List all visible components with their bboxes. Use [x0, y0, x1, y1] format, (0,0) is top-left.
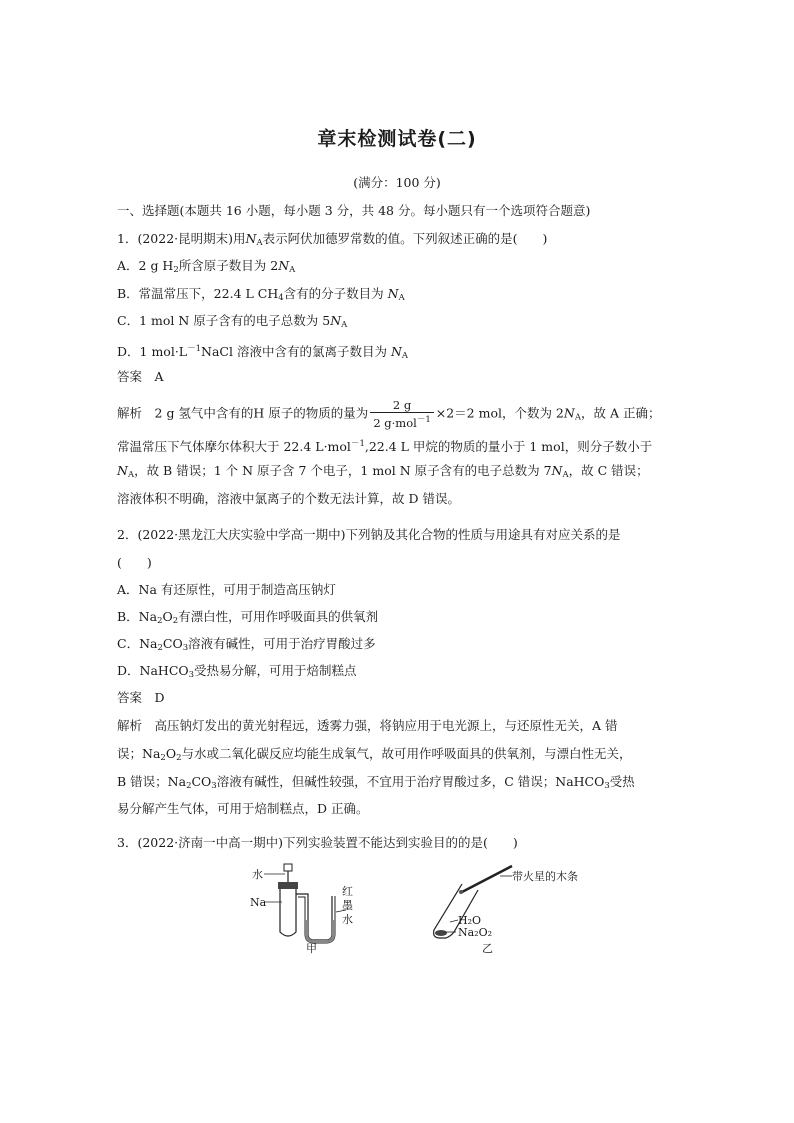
label-red-ink-3: 水 — [342, 913, 353, 926]
label-na2o2: Na₂O₂ — [458, 926, 493, 939]
label-na: Na — [250, 896, 267, 909]
q2-option-d: D．NaHCO$_3$受热易分解，可用于焙制糕点 — [117, 663, 357, 680]
page-title: 章末检测试卷(二) — [317, 128, 477, 150]
q1-analysis-line4: 溶液体积不明确，溶液中氯离子的个数无法计算，故 D 错误。 — [117, 491, 460, 506]
apparatus-jia — [264, 864, 346, 943]
label-red-ink-1: 红 — [342, 885, 353, 898]
label-splint: 带火星的木条 — [512, 870, 578, 883]
q1-option-a: A．2 g $H_2$所含原子数目为 $2N_A$ — [117, 258, 296, 275]
q1-answer: 答案 A — [117, 369, 164, 384]
label-water: 水 — [252, 868, 263, 881]
q2-answer: 答案 D — [117, 690, 165, 705]
q1-option-c: C．1 mol N 原子含有的电子总数为 $5N_A$ — [117, 313, 348, 330]
q3-stem: 3．(2022·济南一中高一期中)下列实验装置不能达到实验目的的是( ) — [117, 835, 518, 850]
q2-analysis-line2: 误；$Na_2O_2$与水或二氧化碳反应均能生成氧气，故可用作呼吸面具的供氧剂，与漂白性无关， — [117, 746, 632, 763]
q2-stem-paren: ( ) — [117, 555, 152, 570]
label-red-ink-2: 墨 — [342, 899, 353, 912]
q1-analysis-line1: 解析 2 g 氢气中含有的H 原子的物质的量为 $\frac{2 g}{2 g\cdot mol^{-1}}$ ×2＝2 mol，个数为 $2N_A$，故 A 正确； — [117, 398, 661, 430]
full-score: (满分：100 分) — [353, 175, 441, 190]
q2-option-c: C．$Na_2CO_3$溶液有碱性，可用于治疗胃酸过多 — [117, 636, 376, 653]
label-h2o: H₂O — [458, 914, 482, 927]
label-jia: 甲 — [306, 942, 317, 955]
q2-analysis-line3: B 错误；$Na_2CO_3$溶液有碱性，但碱性较强，不宜用于治疗胃酸过多，C 错误；NaHCO$_3$受热 — [117, 774, 635, 791]
q1-option-d: D．1 $mol\cdot L^{-1}NaCl$ 溶液中含有的氯离子数目为 $N_A$ — [117, 344, 409, 361]
q2-analysis-line1: 解析 高压钠灯发出的黄光射程远，透雾力强，将钠应用于电光源上，与还原性无关，A 错 — [117, 718, 618, 733]
q3-apparatus-figure — [250, 862, 578, 955]
q1-option-b: B．常温常压下，22.4 L $CH_4$含有的分子数目为 $N_A$ — [117, 286, 405, 303]
section-header: 一、选择题(本题共 16 小题，每小题 3 分，共 48 分。每小题只有一个选项符合题意) — [117, 203, 591, 218]
label-yi: 乙 — [482, 942, 493, 955]
q1-analysis-line2: 常温常压下气体摩尔体积大于 22.4 L·mol$^{-1}$,22.4 L 甲烷的物质的量小于 1 mol，则分子数小于 — [117, 439, 653, 454]
q1-analysis-line3: $N_A$，故 B 错误；1 个 N 原子含 7 个电子，1 mol N 原子含有的电子总数为 $7N_A$，故 C 错误； — [117, 463, 649, 480]
q2-option-b: B．$Na_2O_2$有漂白性，可用作呼吸面具的供氧剂 — [117, 609, 379, 626]
q2-stem: 2．(2022·黑龙江大庆实验中学高一期中)下列钠及其化合物的性质与用途具有对应关系的是 — [117, 527, 621, 542]
q1-fraction: $\frac{2 g}{2 g\cdot mol^{-1}}$ — [370, 398, 433, 430]
q2-analysis-line4: 易分解产生气体，可用于焙制糕点，D 正确。 — [117, 801, 369, 816]
q2-option-a: A．Na 有还原性，可用于制造高压钠灯 — [117, 582, 336, 597]
q1-stem: 1．(2022·昆明期末)用$N_A$表示阿伏加德罗常数的值。下列叙述正确的是( ) — [117, 231, 548, 248]
